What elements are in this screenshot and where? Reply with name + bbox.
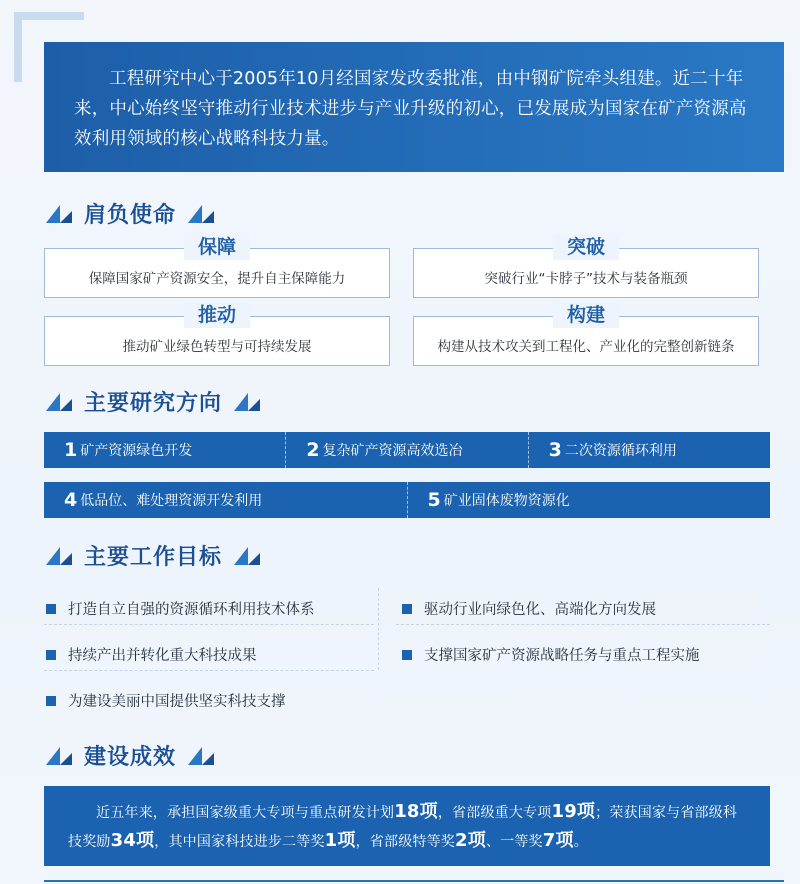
section-title-results: 建设成效 (44, 740, 216, 771)
research-item: 3 二次资源循环利用 (528, 432, 770, 468)
goals-divider (396, 624, 770, 625)
bullet-square-icon (402, 604, 412, 614)
bottom-rule (44, 880, 784, 882)
section-title-goals: 主要工作目标 (44, 540, 262, 571)
research-item: 4 低品位、难处理资源开发利用 (64, 489, 263, 511)
results-text: 近五年来，承担国家级重大专项与重点研发计划18项，省部级重大专项19项；荣获国家与省部级科技奖励34项，其中国家科技进步二等奖1项，省部级特等奖2项、一等奖7项。 (68, 801, 738, 851)
section-title-research: 主要研究方向 (44, 386, 262, 417)
goal-item: 支撑国家矿产资源战略任务与重点工程实施 (402, 644, 700, 665)
section-title-mission: 肩负使命 (44, 198, 216, 229)
goals-divider (378, 588, 379, 670)
research-item: 1 矿产资源绿色开发 (64, 439, 193, 461)
goals-divider (44, 624, 374, 625)
triangle-icon (44, 203, 74, 225)
intro-text: 工程研究中心于2005年10月经国家发改委批准，由中钢矿院牵头组建。近二十年来，中心始终坚守推动行业技术进步与产业升级的初心，已发展成为国家在矿产资源高效利用领域的核心战略科技力量。 (74, 69, 747, 149)
results-panel (44, 786, 770, 866)
goal-item: 为建设美丽中国提供坚实科技支撑 (46, 690, 286, 711)
research-item: 5 矿业固体废物资源化 (407, 482, 771, 518)
mission-card-protect: 保障 保障国家矿产资源安全，提升自主保障能力 (44, 248, 390, 298)
research-row-2 (44, 482, 770, 518)
bullet-square-icon (402, 650, 412, 660)
mission-card-promote: 推动 推动矿业绿色转型与可持续发展 (44, 316, 390, 366)
triangle-icon (44, 545, 74, 567)
bullet-square-icon (46, 650, 56, 660)
intro-panel (44, 42, 784, 172)
mission-card-build: 构建 构建从技术攻关到工程化、产业化的完整创新链条 (413, 316, 759, 366)
research-row-1 (44, 432, 770, 468)
goal-item: 驱动行业向绿色化、高端化方向发展 (402, 598, 656, 619)
research-item: 2 复杂矿产资源高效选冶 (285, 432, 527, 468)
goal-item: 持续产出并转化重大科技成果 (46, 644, 257, 665)
triangle-icon (186, 203, 216, 225)
triangle-icon (186, 745, 216, 767)
triangle-icon (232, 391, 262, 413)
mission-card-breakthrough: 突破 突破行业“卡脖子”技术与装备瓶颈 (413, 248, 759, 298)
triangle-icon (44, 391, 74, 413)
triangle-icon (44, 745, 74, 767)
goals-divider (44, 670, 374, 671)
triangle-icon (232, 545, 262, 567)
bullet-square-icon (46, 604, 56, 614)
goal-item: 打造自立自强的资源循环利用技术体系 (46, 598, 315, 619)
bullet-square-icon (46, 696, 56, 706)
